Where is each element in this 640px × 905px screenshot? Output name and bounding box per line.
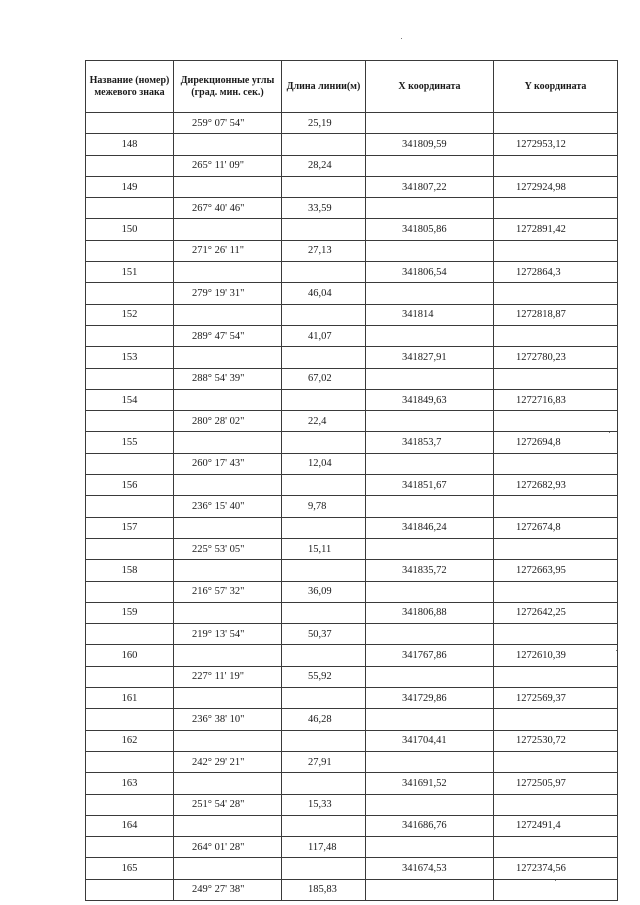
direction-angle: 264° 01' 28" bbox=[174, 837, 282, 858]
marker-row bbox=[86, 304, 618, 325]
segment-row bbox=[86, 198, 618, 219]
empty-cell bbox=[282, 475, 366, 496]
marker-name: 165 bbox=[86, 858, 174, 879]
marker-row bbox=[86, 389, 618, 410]
empty-cell bbox=[86, 453, 174, 474]
header-x-coordinate: X координата bbox=[366, 61, 494, 113]
x-coordinate: 341846,24 bbox=[366, 517, 494, 538]
marker-name: 150 bbox=[86, 219, 174, 240]
scan-speck bbox=[555, 880, 556, 881]
empty-cell bbox=[282, 560, 366, 581]
y-coordinate: 1272924,98 bbox=[494, 176, 618, 197]
marker-name: 155 bbox=[86, 432, 174, 453]
empty-cell bbox=[86, 411, 174, 432]
direction-angle: 289° 47' 54" bbox=[174, 325, 282, 346]
empty-cell bbox=[366, 666, 494, 687]
empty-cell bbox=[494, 624, 618, 645]
marker-name: 152 bbox=[86, 304, 174, 325]
marker-row bbox=[86, 602, 618, 623]
segment-row bbox=[86, 624, 618, 645]
line-length: 41,07 bbox=[282, 325, 366, 346]
empty-cell bbox=[86, 837, 174, 858]
x-coordinate: 341849,63 bbox=[366, 389, 494, 410]
empty-cell bbox=[366, 794, 494, 815]
marker-name: 156 bbox=[86, 475, 174, 496]
empty-cell bbox=[282, 773, 366, 794]
y-coordinate: 1272374,56 bbox=[494, 858, 618, 879]
header-y-coordinate: Y координата bbox=[494, 61, 618, 113]
line-length: 27,91 bbox=[282, 751, 366, 772]
direction-angle: 219° 13' 54" bbox=[174, 624, 282, 645]
marker-row bbox=[86, 815, 618, 836]
scan-speck bbox=[401, 38, 402, 39]
marker-row bbox=[86, 432, 618, 453]
x-coordinate: 341686,76 bbox=[366, 815, 494, 836]
segment-row bbox=[86, 155, 618, 176]
direction-angle: 227° 11' 19" bbox=[174, 666, 282, 687]
direction-angle: 288° 54' 39" bbox=[174, 368, 282, 389]
line-length: 27,13 bbox=[282, 240, 366, 261]
segment-row bbox=[86, 794, 618, 815]
y-coordinate: 1272610,39 bbox=[494, 645, 618, 666]
segment-row bbox=[86, 283, 618, 304]
segment-row bbox=[86, 581, 618, 602]
segment-row bbox=[86, 411, 618, 432]
marker-name: 148 bbox=[86, 134, 174, 155]
line-length: 33,59 bbox=[282, 198, 366, 219]
empty-cell bbox=[282, 347, 366, 368]
empty-cell bbox=[494, 325, 618, 346]
empty-cell bbox=[494, 155, 618, 176]
empty-cell bbox=[86, 879, 174, 900]
marker-name: 163 bbox=[86, 773, 174, 794]
empty-cell bbox=[174, 389, 282, 410]
segment-row bbox=[86, 496, 618, 517]
empty-cell bbox=[86, 240, 174, 261]
empty-cell bbox=[366, 198, 494, 219]
empty-cell bbox=[174, 262, 282, 283]
empty-cell bbox=[282, 645, 366, 666]
x-coordinate: 341851,67 bbox=[366, 475, 494, 496]
marker-row bbox=[86, 219, 618, 240]
y-coordinate: 1272569,37 bbox=[494, 688, 618, 709]
empty-cell bbox=[494, 666, 618, 687]
marker-row bbox=[86, 262, 618, 283]
line-length: 9,78 bbox=[282, 496, 366, 517]
empty-cell bbox=[174, 858, 282, 879]
line-length: 67,02 bbox=[282, 368, 366, 389]
direction-angle: 251° 54' 28" bbox=[174, 794, 282, 815]
line-length: 117,48 bbox=[282, 837, 366, 858]
empty-cell bbox=[282, 176, 366, 197]
marker-name: 160 bbox=[86, 645, 174, 666]
empty-cell bbox=[282, 517, 366, 538]
empty-cell bbox=[282, 389, 366, 410]
direction-angle: 225° 53' 05" bbox=[174, 538, 282, 559]
empty-cell bbox=[86, 325, 174, 346]
empty-cell bbox=[282, 262, 366, 283]
empty-cell bbox=[86, 496, 174, 517]
y-coordinate: 1272953,12 bbox=[494, 134, 618, 155]
y-coordinate: 1272891,42 bbox=[494, 219, 618, 240]
x-coordinate: 341835,72 bbox=[366, 560, 494, 581]
y-coordinate: 1272642,25 bbox=[494, 602, 618, 623]
y-coordinate: 1272491,4 bbox=[494, 815, 618, 836]
line-length: 50,37 bbox=[282, 624, 366, 645]
x-coordinate: 341807,22 bbox=[366, 176, 494, 197]
line-length: 55,92 bbox=[282, 666, 366, 687]
empty-cell bbox=[174, 645, 282, 666]
segment-row bbox=[86, 113, 618, 134]
x-coordinate: 341806,54 bbox=[366, 262, 494, 283]
empty-cell bbox=[366, 240, 494, 261]
empty-cell bbox=[282, 219, 366, 240]
marker-name: 153 bbox=[86, 347, 174, 368]
segment-row bbox=[86, 240, 618, 261]
empty-cell bbox=[494, 751, 618, 772]
marker-row bbox=[86, 688, 618, 709]
y-coordinate: 1272505,97 bbox=[494, 773, 618, 794]
table-body bbox=[86, 113, 618, 901]
scan-speck bbox=[609, 432, 610, 433]
segment-row bbox=[86, 538, 618, 559]
empty-cell bbox=[494, 240, 618, 261]
marker-name: 157 bbox=[86, 517, 174, 538]
x-coordinate: 341809,59 bbox=[366, 134, 494, 155]
x-coordinate: 341814 bbox=[366, 304, 494, 325]
line-length: 36,09 bbox=[282, 581, 366, 602]
scan-speck bbox=[616, 650, 617, 651]
empty-cell bbox=[174, 773, 282, 794]
marker-name: 154 bbox=[86, 389, 174, 410]
line-length: 46,28 bbox=[282, 709, 366, 730]
segment-row bbox=[86, 751, 618, 772]
empty-cell bbox=[174, 134, 282, 155]
y-coordinate: 1272663,95 bbox=[494, 560, 618, 581]
segment-row bbox=[86, 368, 618, 389]
empty-cell bbox=[282, 304, 366, 325]
line-length: 12,04 bbox=[282, 453, 366, 474]
empty-cell bbox=[86, 155, 174, 176]
empty-cell bbox=[366, 453, 494, 474]
line-length: 15,33 bbox=[282, 794, 366, 815]
marker-row bbox=[86, 347, 618, 368]
empty-cell bbox=[86, 709, 174, 730]
empty-cell bbox=[366, 709, 494, 730]
marker-row bbox=[86, 645, 618, 666]
marker-name: 162 bbox=[86, 730, 174, 751]
empty-cell bbox=[86, 283, 174, 304]
x-coordinate: 341806,88 bbox=[366, 602, 494, 623]
empty-cell bbox=[494, 368, 618, 389]
empty-cell bbox=[86, 666, 174, 687]
empty-cell bbox=[366, 879, 494, 900]
empty-cell bbox=[366, 368, 494, 389]
segment-row bbox=[86, 879, 618, 900]
empty-cell bbox=[282, 134, 366, 155]
marker-name: 161 bbox=[86, 688, 174, 709]
direction-angle: 259° 07' 54" bbox=[174, 113, 282, 134]
empty-cell bbox=[86, 368, 174, 389]
empty-cell bbox=[174, 560, 282, 581]
line-length: 22,4 bbox=[282, 411, 366, 432]
empty-cell bbox=[174, 432, 282, 453]
empty-cell bbox=[86, 581, 174, 602]
marker-name: 151 bbox=[86, 262, 174, 283]
marker-row bbox=[86, 560, 618, 581]
empty-cell bbox=[366, 155, 494, 176]
line-length: 46,04 bbox=[282, 283, 366, 304]
boundary-markers-table bbox=[85, 60, 618, 901]
empty-cell bbox=[174, 219, 282, 240]
line-length: 185,83 bbox=[282, 879, 366, 900]
empty-cell bbox=[282, 858, 366, 879]
marker-row bbox=[86, 730, 618, 751]
line-length: 25,19 bbox=[282, 113, 366, 134]
empty-cell bbox=[366, 624, 494, 645]
marker-row bbox=[86, 858, 618, 879]
y-coordinate: 1272818,87 bbox=[494, 304, 618, 325]
empty-cell bbox=[366, 325, 494, 346]
x-coordinate: 341853,7 bbox=[366, 432, 494, 453]
empty-cell bbox=[366, 581, 494, 602]
table-header-row bbox=[86, 61, 618, 113]
segment-row bbox=[86, 325, 618, 346]
header-marker-name: Название (номер) межевого знака bbox=[86, 61, 174, 113]
empty-cell bbox=[174, 304, 282, 325]
direction-angle: 267° 40' 46" bbox=[174, 198, 282, 219]
y-coordinate: 1272694,8 bbox=[494, 432, 618, 453]
empty-cell bbox=[494, 496, 618, 517]
empty-cell bbox=[366, 837, 494, 858]
empty-cell bbox=[366, 283, 494, 304]
marker-name: 149 bbox=[86, 176, 174, 197]
empty-cell bbox=[494, 453, 618, 474]
direction-angle: 216° 57' 32" bbox=[174, 581, 282, 602]
empty-cell bbox=[494, 837, 618, 858]
empty-cell bbox=[494, 411, 618, 432]
empty-cell bbox=[366, 496, 494, 517]
segment-row bbox=[86, 666, 618, 687]
empty-cell bbox=[86, 198, 174, 219]
x-coordinate: 341767,86 bbox=[366, 645, 494, 666]
empty-cell bbox=[494, 113, 618, 134]
direction-angle: 265° 11' 09" bbox=[174, 155, 282, 176]
empty-cell bbox=[494, 794, 618, 815]
marker-name: 164 bbox=[86, 815, 174, 836]
x-coordinate: 341674,53 bbox=[366, 858, 494, 879]
empty-cell bbox=[86, 624, 174, 645]
marker-name: 158 bbox=[86, 560, 174, 581]
empty-cell bbox=[174, 475, 282, 496]
segment-row bbox=[86, 837, 618, 858]
y-coordinate: 1272682,93 bbox=[494, 475, 618, 496]
x-coordinate: 341729,86 bbox=[366, 688, 494, 709]
y-coordinate: 1272674,8 bbox=[494, 517, 618, 538]
y-coordinate: 1272780,23 bbox=[494, 347, 618, 368]
x-coordinate: 341805,86 bbox=[366, 219, 494, 240]
direction-angle: 280° 28' 02" bbox=[174, 411, 282, 432]
empty-cell bbox=[366, 538, 494, 559]
empty-cell bbox=[282, 730, 366, 751]
direction-angle: 249° 27' 38" bbox=[174, 879, 282, 900]
x-coordinate: 341827,91 bbox=[366, 347, 494, 368]
direction-angle: 236° 15' 40" bbox=[174, 496, 282, 517]
empty-cell bbox=[174, 815, 282, 836]
line-length: 15,11 bbox=[282, 538, 366, 559]
empty-cell bbox=[494, 283, 618, 304]
header-line-length: Длина линии(м) bbox=[282, 61, 366, 113]
x-coordinate: 341704,41 bbox=[366, 730, 494, 751]
direction-angle: 279° 19' 31" bbox=[174, 283, 282, 304]
y-coordinate: 1272530,72 bbox=[494, 730, 618, 751]
marker-name: 159 bbox=[86, 602, 174, 623]
empty-cell bbox=[174, 602, 282, 623]
empty-cell bbox=[366, 751, 494, 772]
empty-cell bbox=[494, 538, 618, 559]
marker-row bbox=[86, 773, 618, 794]
direction-angle: 271° 26' 11" bbox=[174, 240, 282, 261]
empty-cell bbox=[86, 113, 174, 134]
direction-angle: 260° 17' 43" bbox=[174, 453, 282, 474]
empty-cell bbox=[86, 751, 174, 772]
empty-cell bbox=[174, 730, 282, 751]
y-coordinate: 1272716,83 bbox=[494, 389, 618, 410]
empty-cell bbox=[282, 432, 366, 453]
empty-cell bbox=[282, 602, 366, 623]
marker-row bbox=[86, 176, 618, 197]
direction-angle: 236° 38' 10" bbox=[174, 709, 282, 730]
x-coordinate: 341691,52 bbox=[366, 773, 494, 794]
empty-cell bbox=[174, 176, 282, 197]
marker-row bbox=[86, 475, 618, 496]
empty-cell bbox=[174, 688, 282, 709]
segment-row bbox=[86, 453, 618, 474]
empty-cell bbox=[86, 794, 174, 815]
empty-cell bbox=[366, 113, 494, 134]
empty-cell bbox=[174, 347, 282, 368]
y-coordinate: 1272864,3 bbox=[494, 262, 618, 283]
empty-cell bbox=[494, 879, 618, 900]
marker-row bbox=[86, 517, 618, 538]
empty-cell bbox=[494, 198, 618, 219]
segment-row bbox=[86, 709, 618, 730]
empty-cell bbox=[174, 517, 282, 538]
marker-row bbox=[86, 134, 618, 155]
empty-cell bbox=[494, 709, 618, 730]
empty-cell bbox=[86, 538, 174, 559]
empty-cell bbox=[282, 815, 366, 836]
direction-angle: 242° 29' 21" bbox=[174, 751, 282, 772]
line-length: 28,24 bbox=[282, 155, 366, 176]
header-direction-angles: Дирекционные углы (град. мин. сек.) bbox=[174, 61, 282, 113]
empty-cell bbox=[494, 581, 618, 602]
empty-cell bbox=[366, 411, 494, 432]
empty-cell bbox=[282, 688, 366, 709]
